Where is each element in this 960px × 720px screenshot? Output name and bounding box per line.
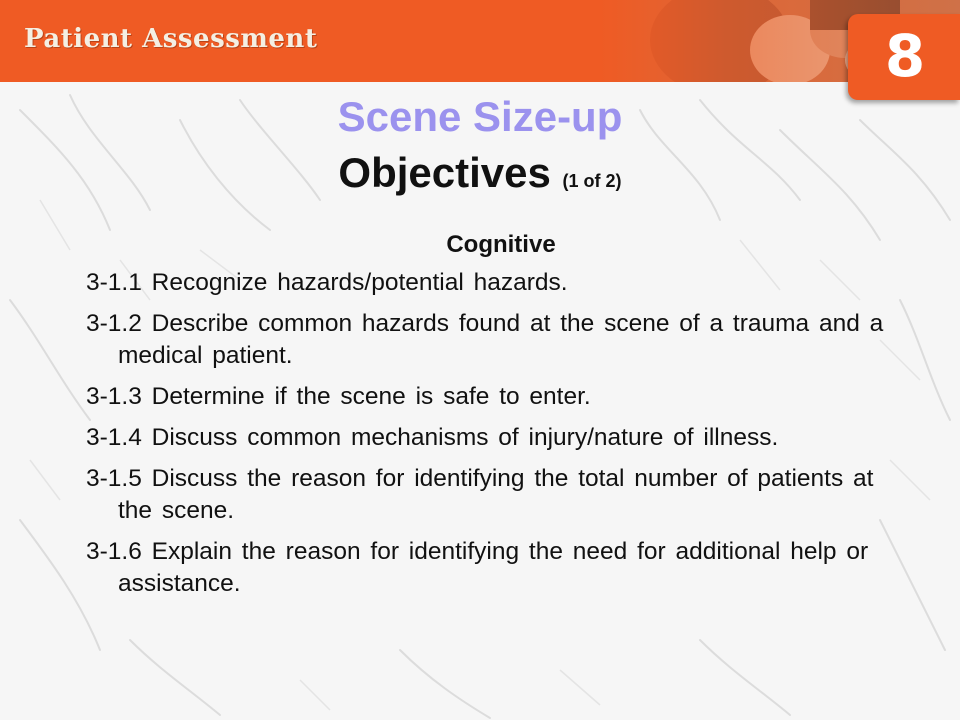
content-body [86, 225, 916, 609]
title-page-indicator: (1 of 2) [562, 171, 622, 191]
title-objectives: Objectives [338, 149, 551, 196]
section-heading: Cognitive [446, 231, 556, 258]
objective-item: 3-1.6 Explain the reason for identifying the need for additional help or assistance. [86, 538, 869, 597]
title-subtitle [0, 146, 960, 208]
header-title: Patient Assessment [24, 24, 318, 54]
objective-item: 3-1.2 Describe common hazards found at the scene of a trauma and a medical patient. [86, 310, 884, 369]
chapter-number: 8 [884, 22, 926, 90]
objective-item: 3-1.1 Recognize hazards/potential hazards. [86, 269, 568, 296]
objective-item: 3-1.5 Discuss the reason for identifying the total number of patients at the scene. [86, 465, 874, 524]
slide-title [0, 88, 960, 208]
objective-item: 3-1.4 Discuss common mechanisms of injury/nature of illness. [86, 424, 779, 451]
objective-item: 3-1.3 Determine if the scene is safe to enter. [86, 383, 591, 410]
title-topic: Scene Size-up [337, 93, 623, 140]
header-band [0, 0, 960, 82]
